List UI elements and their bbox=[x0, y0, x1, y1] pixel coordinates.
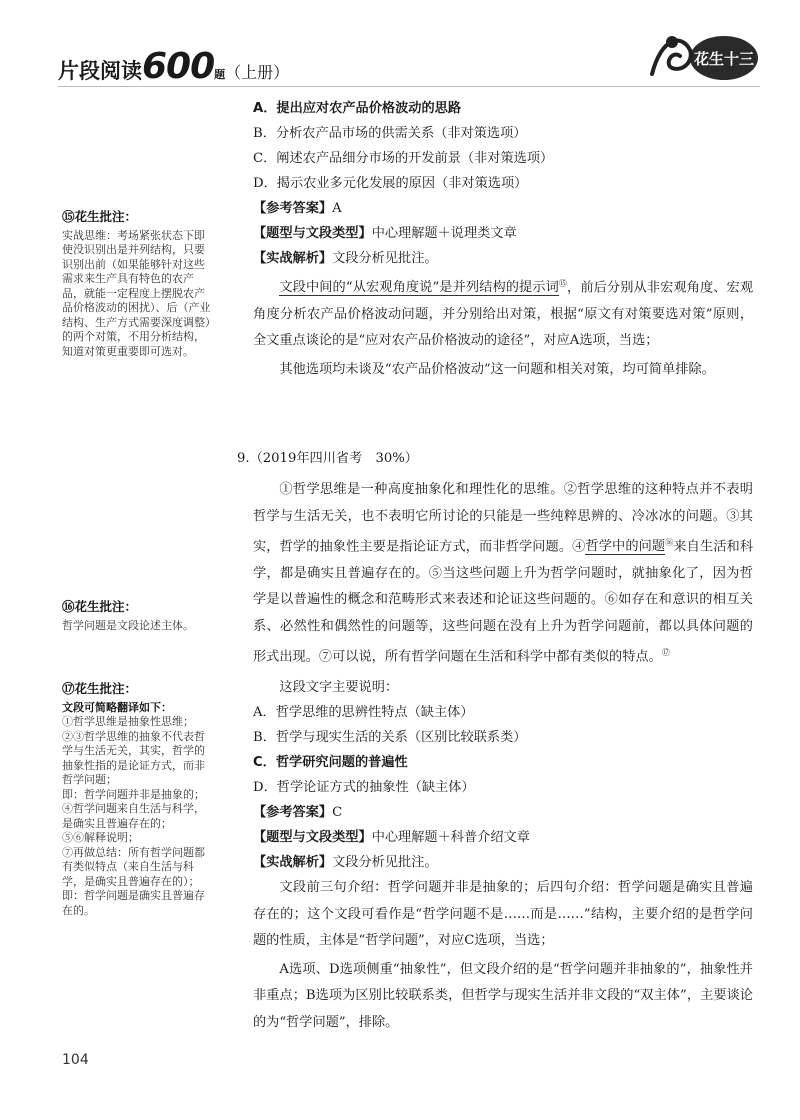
s2-option-b: B．哲学与现实生活的关系（区别比较联系类） bbox=[253, 730, 527, 746]
analysis-label: 【实战解析】 bbox=[253, 855, 333, 871]
note-16-title: ⑯花生批注： bbox=[62, 599, 138, 614]
book-title-ti: 题 bbox=[214, 68, 226, 81]
note-17 bbox=[62, 682, 212, 918]
huasheng-logo bbox=[642, 28, 760, 88]
s2-analysis-paragraph-2: A选项、D选项侧重“抽象性”，但文段介绍的是“哲学问题并非抽象的”，抽象性并非重点；B选项为区别比较联系类，但哲学与现实生活并非文段的“双主体”，主要谈论的为“哲学问题”，排除。 bbox=[253, 961, 753, 1030]
note-17-title: ⑰花生批注： bbox=[62, 681, 138, 696]
note-17-item: ①哲学思维是抽象性思维； bbox=[62, 715, 194, 728]
s1-p1-rest: ，前后分别从非宏观角度、宏观角度分析农产品价格波动问题，并分别给出对策，根据“原文有对策要选对策”原则，全文重点谈论的是“应对农产品价格波动的途径”，对应A选项，当选； bbox=[253, 280, 754, 349]
s1-option-c: C．阐述农产品细分市场的开发前景（非对策选项） bbox=[253, 151, 554, 166]
s1-option-a: A．提出应对农产品价格波动的思路 bbox=[253, 101, 462, 116]
answer-label: 【参考答案】 bbox=[253, 201, 333, 216]
note-17-item: ②③哲学思维的抽象不代表哲学与生活无关，其实，哲学的抽象性指的是论证方式，而非哲学问题； bbox=[62, 729, 205, 786]
s2-analysis bbox=[253, 850, 753, 875]
s1-analysis-paragraph-1 bbox=[253, 271, 753, 355]
passage-part-a: ①哲学思维是一种高度抽象化和理性化的思维。②哲学思维的这种特点并不表明哲学与生活无关，也不表明它所讨论的只能是一些纯粹思辨的、冷冰冰的问题。③其实，哲学的抽象性主要是指论证方式，而非哲学问题。④ bbox=[253, 482, 753, 555]
s1-analysis bbox=[253, 246, 753, 271]
book-title-volume: （上册） bbox=[225, 63, 290, 82]
book-title bbox=[58, 46, 289, 87]
s2-analysis-paragraph-1: 文段前三句介绍：哲学问题并非是抽象的；后四句介绍：哲学问题是确实且普遍存在的；这个文段可看作是“哲学问题不是……而是……”结构，主要介绍的是哲学问题的性质，主体是“哲学问题”，对应C选项，当选； bbox=[253, 880, 753, 949]
answer-label: 【参考答案】 bbox=[253, 805, 333, 821]
passage-underline: 哲学中的问题 bbox=[585, 539, 666, 555]
note-17-item: 即：哲学问题并非是抽象的； bbox=[62, 787, 205, 801]
s1-analysis-paragraph-2: 其他选项均未谈及“农产品价格波动”这一问题和相关对策，均可简单排除。 bbox=[279, 361, 715, 377]
page-number: 104 bbox=[62, 1052, 89, 1068]
note-ref-17: ⑰ bbox=[661, 648, 670, 658]
book-title-text: 片段阅读 bbox=[58, 59, 142, 83]
note-17-intro: 文段可简略翻译如下： bbox=[62, 700, 172, 714]
analysis-label: 【实战解析】 bbox=[253, 251, 333, 266]
passage-part-b: 来自生活和科学，都是确实且普遍存在的。⑤当这些问题上升为哲学问题时，就抽象化了，因为哲学是以普遍性的概念和范畴形式来表述和论证这些问题的。⑥如存在和意识的相互关系、必然性和偶然性的问题等，这些问题在没有上升为哲学问题前，都以具体问题的形式出现。⑦可以说，所有哲学问题在生活和科学中都有类似的特点。 bbox=[253, 539, 754, 665]
analysis-value: 文段分析见批注。 bbox=[332, 251, 438, 266]
note-15-title: ⑮花生批注： bbox=[62, 209, 138, 224]
book-title-number: 600 bbox=[142, 46, 215, 87]
question-header: 9.（2019年四川省考 30%） bbox=[237, 451, 418, 466]
s1-option-b: B．分析农产品市场的供需关系（非对策选项） bbox=[253, 126, 527, 141]
note-17-item: ④哲学问题来自生活与科学，是确实且普遍存在的； bbox=[62, 802, 205, 830]
s1-answer bbox=[253, 196, 753, 221]
note-ref-15: ⑮ bbox=[558, 279, 568, 288]
s2-type bbox=[253, 825, 753, 850]
answer-value: A bbox=[332, 201, 342, 216]
s1-type bbox=[253, 221, 753, 246]
note-15-body: 实战思维：考场紧张状态下即使没识别出是并列结构，只要识别出前（如果能够针对这些需求来生产具有特色的农产品，就能一定程度上摆脱农产品价格波动的困扰）、后（产业结构、生产方式需要深度调整）的两个对策，不用分析结构，知道对策更重要即可选对。 bbox=[62, 228, 211, 358]
s1-option-d: D．揭示农业多元化发展的原因（非对策选项） bbox=[253, 176, 528, 191]
question-stem: 这段文字主要说明： bbox=[279, 680, 399, 696]
type-value: 中心理解题＋科普介绍文章 bbox=[371, 830, 530, 846]
header-divider bbox=[58, 86, 760, 87]
type-value: 中心理解题＋说理类文章 bbox=[371, 226, 517, 241]
parallel-hint-underline: 文段中间的“从宏观角度说”是并列结构的提示词 bbox=[279, 280, 559, 296]
s2-option-d: D．哲学论证方式的抽象性（缺主体） bbox=[253, 780, 475, 796]
note-16-body: 哲学问题是文段论述主体。 bbox=[62, 618, 194, 632]
section2 bbox=[237, 446, 754, 1036]
note-15 bbox=[62, 210, 212, 359]
note-17-item: ⑤⑥解释说明； bbox=[62, 831, 139, 844]
analysis-value: 文段分析见批注。 bbox=[332, 855, 438, 871]
note-17-item: ⑦再做总结：所有哲学问题都有类似特点（来自生活与科学，是确实且普遍存在的）； bbox=[62, 845, 205, 888]
s2-answer bbox=[253, 800, 753, 825]
s2-option-c: C．哲学研究问题的普遍性 bbox=[253, 755, 408, 771]
note-17-item: 即：哲学问题是确实且普遍存在的。 bbox=[62, 889, 205, 917]
s2-option-a: A．哲学思维的思辨性特点（缺主体） bbox=[253, 705, 474, 721]
note-16 bbox=[62, 600, 212, 633]
answer-value: C bbox=[332, 805, 343, 821]
section1 bbox=[253, 96, 753, 383]
note-ref-16: ⑯ bbox=[665, 538, 674, 547]
type-label: 【题型与文段类型】 bbox=[253, 226, 372, 241]
logo-text: 花生十三 bbox=[693, 50, 755, 68]
passage bbox=[253, 477, 753, 671]
type-label: 【题型与文段类型】 bbox=[253, 830, 372, 846]
